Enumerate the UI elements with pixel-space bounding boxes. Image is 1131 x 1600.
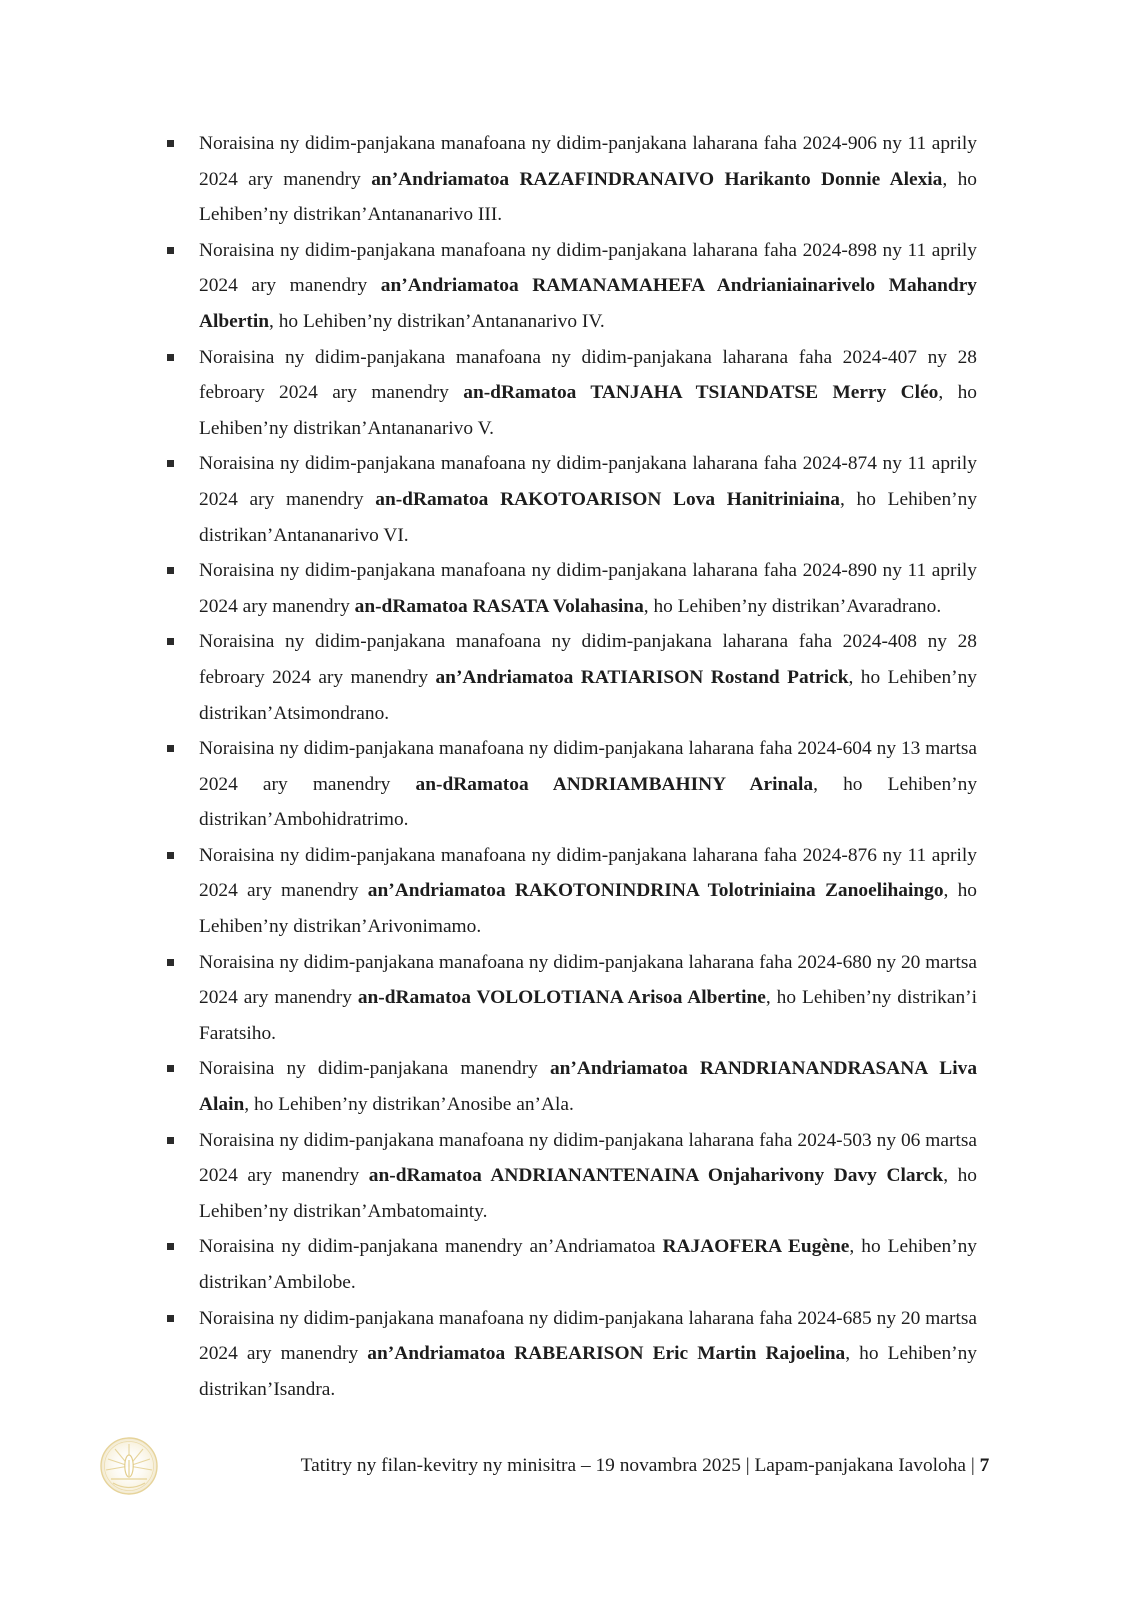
decree-text: , ho Lehiben’ny distrikan’Ambilobe. <box>199 1236 978 1293</box>
list-item <box>167 1051 977 1122</box>
list-item <box>167 624 977 731</box>
appointee-name: an-dRamatoa RASATA Volahasina <box>354 595 644 617</box>
appointee-name: an-dRamatoa RAKOTOARISON Lova Hanitriniaina <box>375 488 840 510</box>
decree-text: , ho Lehiben’ny distrikan’Isandra. <box>199 1343 978 1400</box>
appointee-name: an’Andriamatoa RABEARISON Eric Martin Rajoelina <box>367 1343 846 1365</box>
decree-text: Noraisina ny didim-panjakana manafoana ny didim-panjakana laharana faha 2024-604 ny 13 martsa 2024 ary manendry <box>199 738 977 795</box>
list-item <box>167 1301 977 1408</box>
appointee-name: an’Andriamatoa RAZAFINDRANAIVO Harikanto Donnie Alexia <box>371 168 943 190</box>
square-bullet-icon <box>167 140 174 147</box>
list-item <box>167 446 977 553</box>
list-item <box>167 1229 977 1300</box>
square-bullet-icon <box>167 638 174 645</box>
decree-text: Noraisina ny didim-panjakana manafoana ny didim-panjakana laharana faha 2024-876 ny 11 aprily 2024 ary manendry <box>199 844 977 902</box>
square-bullet-icon <box>167 567 174 574</box>
appointee-name: an-dRamatoa ANDRIAMBAHINY Arinala <box>415 773 814 795</box>
square-bullet-icon <box>167 354 174 361</box>
decree-text: Noraisina ny didim-panjakana manafoana ny didim-panjakana laharana faha 2024-407 ny 28 febroary 2024 ary manendry <box>199 346 977 404</box>
appointee-name: an’Andriamatoa RATIARISON Rostand Patrick <box>435 666 849 688</box>
appointee-name: an-dRamatoa ANDRIANANTENAINA Onjaharivony Davy Clarck <box>368 1165 944 1187</box>
footer-caption <box>280 1451 1010 1481</box>
decree-text: , ho Lehiben’ny distrikan’Antananarivo IV. <box>269 310 605 332</box>
square-bullet-icon <box>167 460 174 467</box>
page-number: 7 <box>979 1455 990 1476</box>
list-item <box>167 731 977 838</box>
appointee-name: an’Andriamatoa RANDRIANANDRASANA Liva Alain <box>199 1058 978 1116</box>
decree-text: Noraisina ny didim-panjakana manafoana ny didim-panjakana laharana faha 2024-890 ny 11 aprily 2024 ary manendry <box>199 560 977 617</box>
decree-text: , ho Lehiben’ny distrikan’Anosibe an’Ala. <box>244 1094 574 1116</box>
decree-text: Noraisina ny didim-panjakana manafoana ny didim-panjakana laharana faha 2024-408 ny 28 febroary 2024 ary manendry <box>199 631 977 688</box>
decree-text: Noraisina ny didim-panjakana manafoana ny didim-panjakana laharana faha 2024-906 ny 11 aprily 2024 ary manendry <box>199 133 977 190</box>
list-item <box>167 340 977 447</box>
decree-text: Noraisina ny didim-panjakana manafoana ny didim-panjakana laharana faha 2024-898 ny 11 aprily 2024 ary manendry <box>199 239 977 297</box>
decree-text: , ho Lehiben’ny distrikan’Antananarivo III. <box>199 168 977 226</box>
square-bullet-icon <box>167 745 174 752</box>
decree-text: , ho Lehiben’ny distrikan’Ambohidratrimo. <box>199 773 978 831</box>
list-item <box>167 1123 977 1230</box>
square-bullet-icon <box>167 852 174 859</box>
square-bullet-icon <box>167 959 174 966</box>
decree-text: , ho Lehiben’ny distrikan’Arivonimamo. <box>199 880 977 938</box>
decree-text: , ho Lehiben’ny distrikan’Ambatomainty. <box>199 1165 977 1222</box>
appointee-name: RAJAOFERA Eugène <box>662 1236 850 1258</box>
square-bullet-icon <box>167 1243 174 1250</box>
document-body <box>167 126 977 1407</box>
decree-text: , ho Lehiben’ny distrikan’Antananarivo V. <box>199 382 977 439</box>
footer-label: Tatitry ny filan-kevitry ny minisitra – 19 novambra 2025 | Lapam-panjakana Iavoloha | <box>300 1455 980 1476</box>
decree-text: Noraisina ny didim-panjakana manafoana ny didim-panjakana laharana faha 2024-874 ny 11 aprily 2024 ary manendry <box>199 453 977 510</box>
list-item <box>167 945 977 1052</box>
square-bullet-icon <box>167 1065 174 1072</box>
decree-text: Noraisina ny didim-panjakana manafoana ny didim-panjakana laharana faha 2024-680 ny 20 martsa 2024 ary manendry <box>199 951 977 1009</box>
appointee-name: an’Andriamatoa RAKOTONINDRINA Tolotriniaina Zanoelihaingo <box>367 880 944 902</box>
page-footer <box>0 1451 1131 1491</box>
decree-bullet-list <box>167 126 977 1407</box>
list-item <box>167 553 977 624</box>
appointee-name: an’Andriamatoa RAMANAMAHEFA Andrianiainarivelo Mahandry Albertin <box>199 275 977 332</box>
decree-text: , ho Lehiben’ny distrikan’Antananarivo VI. <box>199 488 978 546</box>
appointee-name: an-dRamatoa VOLOLOTIANA Arisoa Albertine <box>357 987 766 1009</box>
decree-text: , ho Lehiben’ny distrikan’Atsimondrano. <box>199 666 977 724</box>
decree-text: , ho Lehiben’ny distrikan’Avaradrano. <box>643 595 942 617</box>
decree-text: , ho Lehiben’ny distrikan’i Faratsiho. <box>199 987 977 1044</box>
square-bullet-icon <box>167 247 174 254</box>
list-item <box>167 126 977 233</box>
decree-text: Noraisina ny didim-panjakana manafoana ny didim-panjakana laharana faha 2024-503 ny 06 martsa 2024 ary manendry <box>199 1129 977 1187</box>
square-bullet-icon <box>167 1315 174 1322</box>
square-bullet-icon <box>167 1137 174 1144</box>
list-item <box>167 233 977 340</box>
decree-text: Noraisina ny didim-panjakana manendry an’Andriamatoa <box>199 1236 663 1258</box>
decree-text: Noraisina ny didim-panjakana manendry <box>199 1058 550 1080</box>
appointee-name: an-dRamatoa TANJAHA TSIANDATSE Merry Cléo <box>463 382 939 404</box>
decree-text: Noraisina ny didim-panjakana manafoana ny didim-panjakana laharana faha 2024-685 ny 20 martsa 2024 ary manendry <box>199 1307 977 1365</box>
list-item <box>167 838 977 945</box>
